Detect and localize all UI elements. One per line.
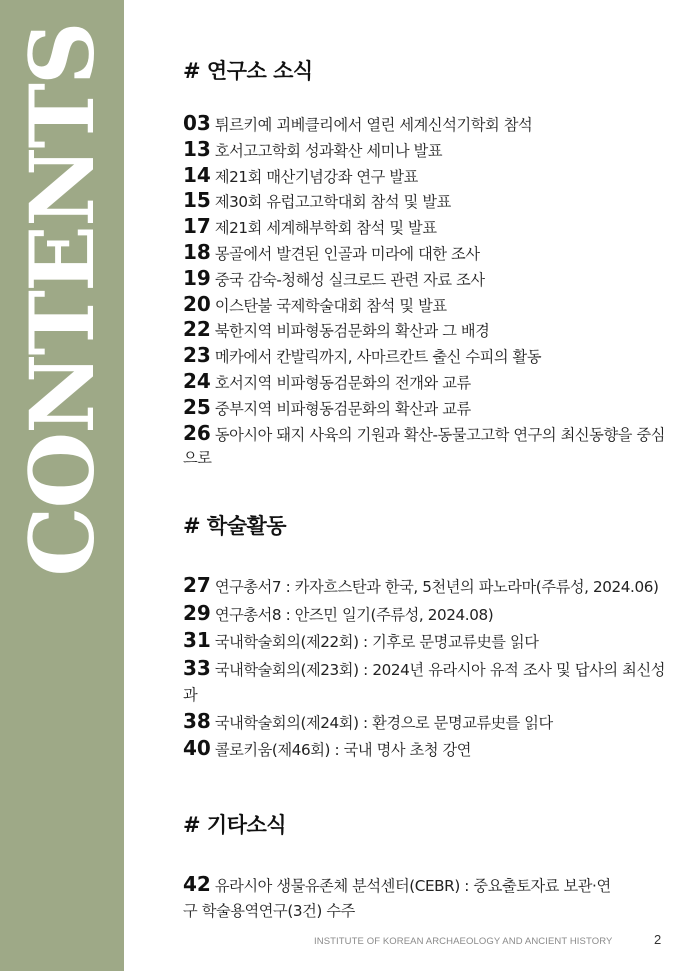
toc-entry[interactable] <box>183 241 665 267</box>
toc-entry[interactable] <box>183 112 665 138</box>
toc-page-number: 38 <box>183 708 211 733</box>
section-heading-academic-activities: # 학술활동 <box>183 514 287 539</box>
toc-page-number: 22 <box>183 317 211 342</box>
toc-page-number: 33 <box>183 655 211 680</box>
toc-entry-title: 콜로키움(제46회) : 국내 명사 초청 강연 <box>214 741 472 760</box>
section-heading-other-news: # 기타소식 <box>183 812 287 837</box>
toc-entry[interactable] <box>183 370 665 396</box>
toc-entry-title: 북한지역 비파형동검문화의 확산과 그 배경 <box>214 322 490 341</box>
institute-news-list <box>183 112 665 471</box>
toc-entry-title: 호서지역 비파형동검문화의 전개와 교류 <box>214 373 471 392</box>
toc-entry-title: 중국 감숙-청해성 실크로드 관련 자료 조사 <box>214 270 485 289</box>
toc-entry[interactable] <box>183 396 665 422</box>
academic-activities-list <box>183 573 665 764</box>
toc-entry-title: 유라시아 생물유존체 분석센터(CEBR) : 중요출토자료 보관·연구 학술용역연구(3건) 수주 <box>183 876 611 921</box>
section-heading-institute-news: # 연구소 소식 <box>183 59 313 83</box>
toc-page-number: 13 <box>183 136 211 161</box>
toc-page-number: 40 <box>183 736 211 761</box>
toc-entry[interactable] <box>183 138 665 164</box>
toc-page-number: 23 <box>183 343 211 368</box>
toc-entry-title: 동아시아 돼지 사육의 기원과 확산-동물고고학 연구의 최신동향을 중심으로 <box>183 425 665 468</box>
toc-entry[interactable] <box>183 601 665 629</box>
toc-entry[interactable] <box>183 422 665 472</box>
toc-entry-title: 연구총서7 : 카자흐스탄과 한국, 5천년의 파노라마(주류성, 2024.06) <box>214 578 659 597</box>
toc-entry[interactable] <box>183 318 665 344</box>
toc-entry[interactable] <box>183 628 665 656</box>
other-news-list <box>183 872 665 925</box>
toc-page-number: 20 <box>183 291 211 316</box>
toc-entry-title: 연구총서8 : 안즈민 일기(주류성, 2024.08) <box>214 605 494 624</box>
toc-entry-title: 국내학술회의(제22회) : 기후로 문명교류史를 읽다 <box>214 633 539 652</box>
toc-page-number: 31 <box>183 628 211 653</box>
toc-page-number: 26 <box>183 420 211 445</box>
toc-page-number: 18 <box>183 239 211 264</box>
toc-entry[interactable] <box>183 656 665 709</box>
toc-entry-title: 호서고고학회 성과확산 세미나 발표 <box>214 141 443 160</box>
contents-vertical-title <box>0 0 124 971</box>
toc-entry[interactable] <box>183 709 665 737</box>
toc-page-number: 14 <box>183 162 211 187</box>
toc-entry-title: 제21회 매산기념강좌 연구 발표 <box>214 167 418 186</box>
toc-entry-title: 튀르키예 괴베클리에서 열린 세계신석기학회 참석 <box>214 116 533 134</box>
toc-page-number: 15 <box>183 188 211 213</box>
toc-entry-title: 국내학술회의(제24회) : 환경으로 문명교류史를 읽다 <box>214 713 553 732</box>
toc-entry-title: 중부지역 비파형동검문화의 확산과 교류 <box>214 399 471 418</box>
toc-entry-title: 국내학술회의(제23회) : 2024년 유라시아 유적 조사 및 답사의 최신성과 <box>183 660 665 705</box>
toc-entry[interactable] <box>183 189 665 215</box>
toc-entry-title: 몽골에서 발견된 인골과 미라에 대한 조사 <box>214 244 480 263</box>
toc-page-number: 19 <box>183 265 211 290</box>
vertical-title-text: CONTENTS <box>10 23 114 577</box>
toc-page-number: 03 <box>183 111 211 135</box>
toc-entry[interactable] <box>183 736 665 764</box>
toc-entry[interactable] <box>183 267 665 293</box>
toc-page-number: 24 <box>183 368 211 393</box>
toc-entry-title: 메카에서 칸발릭까지, 사마르칸트 출신 수피의 활동 <box>214 348 542 367</box>
toc-entry-title: 이스탄불 국제학술대회 참석 및 발표 <box>214 296 447 315</box>
toc-page-number: 27 <box>183 573 211 598</box>
toc-page-number: 29 <box>183 600 211 625</box>
footer-institute-name: INSTITUTE OF KOREAN ARCHAEOLOGY AND ANCIENT HISTORY <box>314 936 613 947</box>
toc-entry[interactable] <box>183 573 665 601</box>
toc-entry-title: 제21회 세계해부학회 참석 및 발표 <box>214 219 437 238</box>
toc-entry[interactable] <box>183 164 665 190</box>
page-number: 2 <box>654 932 662 947</box>
toc-page-number: 17 <box>183 214 211 239</box>
toc-page-number: 42 <box>183 871 211 896</box>
toc-entry[interactable] <box>183 872 623 925</box>
toc-page-number: 25 <box>183 394 211 419</box>
table-of-contents <box>183 56 665 925</box>
toc-entry[interactable] <box>183 215 665 241</box>
toc-entry[interactable] <box>183 293 665 319</box>
toc-entry[interactable] <box>183 344 665 370</box>
toc-entry-title: 제30회 유럽고고학대회 참석 및 발표 <box>214 193 451 212</box>
